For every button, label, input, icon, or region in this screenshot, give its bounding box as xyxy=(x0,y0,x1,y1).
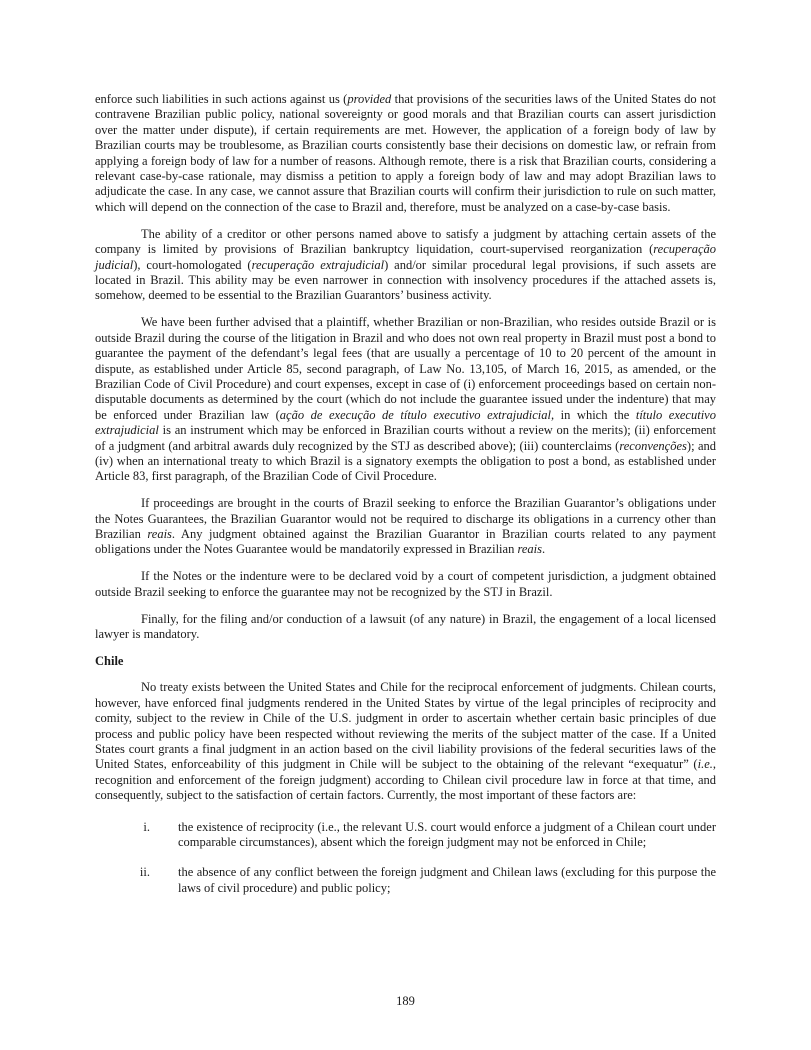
page-number: 189 xyxy=(396,994,415,1008)
factor-list xyxy=(95,820,716,897)
paragraph-7: No treaty exists between the United States and Chile for the reciprocal enforcement of judgments. Chilean courts, however, have enforced final judgments rendered in the United States by virtue of the legal principles of reciprocity and comity, subject to the review in Chile of the U.S. judgment in order to ascertain whether certain basic principles of due process and public policy have been respected without reviewing the merits of the subject matter of the case. If a United States court grants a final judgment in an action based on the civil liability provisions of the federal securities laws of the United States, enforceability of this judgment in Chile will be subject to the obtaining of the relevant “exequatur” (i.e., recognition and enforcement of the foreign judgment) according to Chilean civil procedure law in force at that time, and consequently, subject to the satisfaction of certain factors. Currently, the most important of these factors are: xyxy=(95,680,716,803)
paragraph-2: The ability of a creditor or other persons named above to satisfy a judgment by attaching certain assets of the company is limited by provisions of Brazilian bankruptcy liquidation, court-supervised reorganization (recuperação judicial), court-homologated (recuperação extrajudicial) and/or similar procedural legal provisions, if such assets are located in Brazil. This ability may be even narrower in connection with insolvency procedures if the attached assets is, somehow, deemed to be essential to the Brazilian Guarantors’ business activity. xyxy=(95,226,717,303)
paragraph-6: Finally, for the filing and/or conduction of a lawsuit (of any nature) in Brazil, the engagement of a local licensed lawyer is mandatory. xyxy=(95,611,716,642)
list-item xyxy=(95,820,716,851)
paragraph-5: If the Notes or the indenture were to be declared void by a court of competent jurisdiction, a judgment obtained outside Brazil seeking to enforce the guarantee may not be recognized by the STJ in Brazil. xyxy=(95,569,716,599)
list-item-text: the absence of any conflict between the foreign judgment and Chilean laws (excluding for this purpose the laws of civil procedure) and public policy; xyxy=(178,865,716,895)
paragraph-3: We have been further advised that a plaintiff, whether Brazilian or non-Brazilian, who resides outside Brazil or is outside Brazil during the course of the litigation in Brazil and who does not own real property in Brazil must post a bond to guarantee the payment of the defendant’s legal fees (that are usually a percentage of 10 to 20 percent of the amount in dispute, as established under Article 85, second paragraph, of Law No. 13,105, of March 16, 2015, as amended, or the Brazilian Code of Civil Procedure) and court expenses, except in case of (i) enforcement proceedings based on certain non-disputable documents as determined by the court (which do not include the guarantee issued under the indenture) that may be enforced under Brazilian law (ação de execução de título executivo extrajudicial, in which the título executivo extrajudicial is an instrument which may be enforced in Brazilian courts without a review on the merits); (ii) enforcement of a judgment (and arbitral awards duly recognized by the STJ as described above); (iii) counterclaims (reconvenções); and (iv) when an international treaty to which Brazil is a signatory exempts the obligation to post a bond, as established under Article 83, first paragraph, of the Brazilian Code of Civil Procedure. xyxy=(95,315,716,484)
document-body xyxy=(95,92,716,896)
paragraph-1: enforce such liabilities in such actions against us (provided that provisions of the securities laws of the United States do not contravene Brazilian public policy, national sovereignty or good morals and that Brazilian courts can assert jurisdiction over the matter under dispute), if certain requirements are met. However, the application of a foreign body of law by Brazilian courts may be troublesome, as Brazilian courts consistently base their decisions on domestic law, or refrain from applying a foreign body of law for a number of reasons. Although remote, there is a risk that Brazilian courts, considering a relevant case-by-case rationale, may dismiss a petition to apply a foreign body of law and may adopt Brazilian laws to adjudicate the case. In any case, we cannot assure that Brazilian courts will confirm their jurisdiction to rule on such matter, which will depend on the connection of the case to Brazil and, therefore, must be analyzed on a case-by-case basis. xyxy=(95,92,716,214)
list-item-number: i. xyxy=(143,819,150,834)
paragraph-4: If proceedings are brought in the courts of Brazil seeking to enforce the Brazilian Guarantor’s obligations under the Notes Guarantees, the Brazilian Guarantor would not be required to discharge its obligations in a currency other than Brazilian reais. Any judgment obtained against the Brazilian Guarantor in Brazilian courts related to any payment obligations under the Notes Guarantee would be mandatorily expressed in Brazilian reais. xyxy=(95,496,716,557)
list-item-text: the existence of reciprocity (i.e., the relevant U.S. court would enforce a judgment of a Chilean court under comparable circumstances), absent which the foreign judgment may not be enforced in Chile; xyxy=(178,819,716,850)
list-item xyxy=(95,865,716,896)
section-heading-chile: Chile xyxy=(95,654,124,668)
list-item-number: ii. xyxy=(139,865,150,880)
